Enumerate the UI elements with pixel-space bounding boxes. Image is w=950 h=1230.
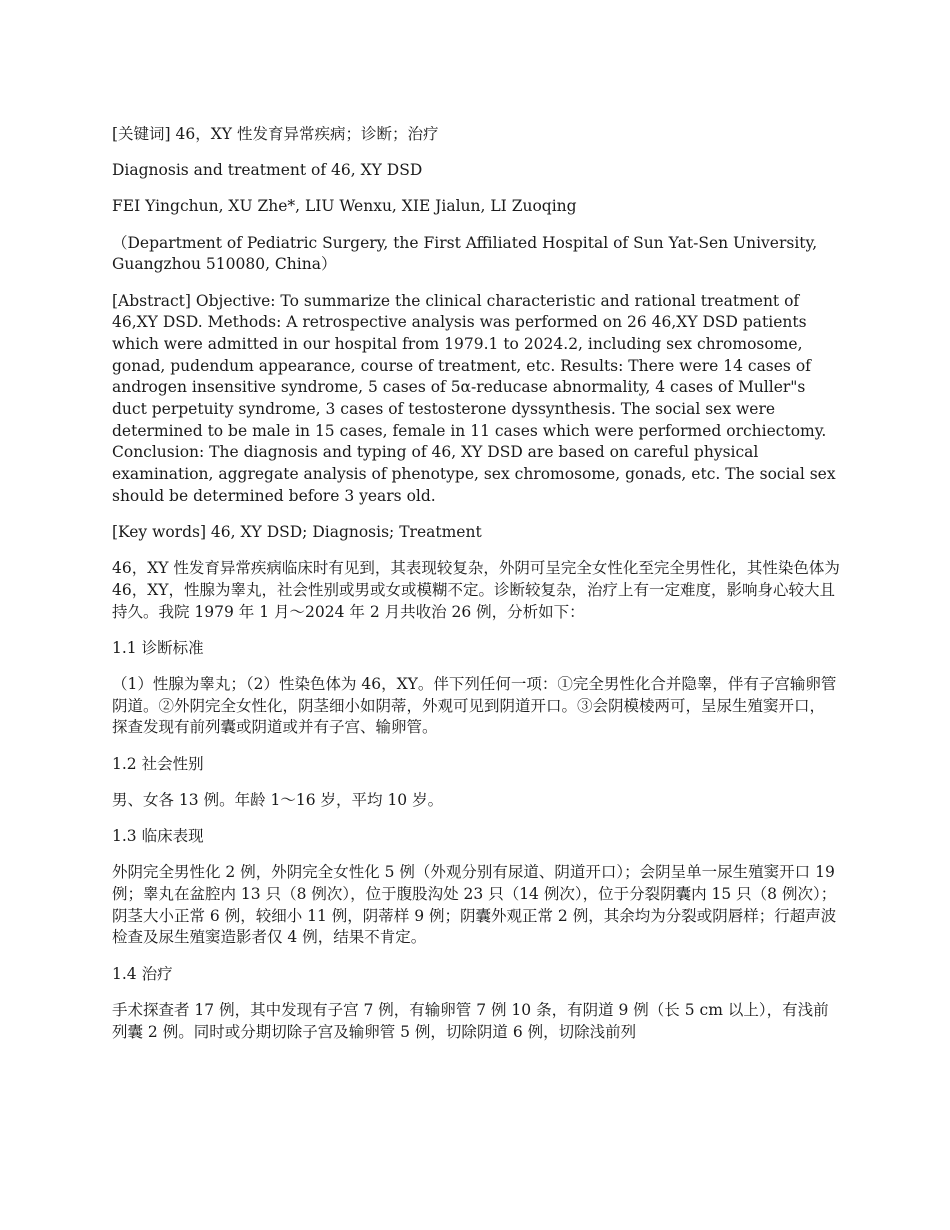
section-heading-clinical: 1.3 临床表现 bbox=[112, 827, 204, 846]
affiliation-en: （Department of Pediatric Surgery, the First Affiliated Hospital of Sun Yat-Sen University, Guangzhou 510080, China） bbox=[112, 233, 818, 274]
keywords-cn: [关键词] 46，XY 性发育异常疾病；诊断；治疗 bbox=[112, 125, 439, 143]
title-en: Diagnosis and treatment of 46, XY DSD bbox=[112, 161, 423, 180]
intro-cn: 46，XY 性发育异常疾病临床时有见到，其表现较复杂，外阴可呈完全女性化至完全男性化，其性染色体为 46，XY，性腺为睾丸，社会性别或男或女或模糊不定。诊断较复杂，治疗上有一定难度，影响身心较大且持久。我院 1979 年 1 月～2024 年 2 月共收治 26 例，分析如下： bbox=[112, 559, 840, 621]
section-body-diagnosis: （1）性腺为睾丸；（2）性染色体为 46，XY。伴下列任何一项：①完全男性化合并隐睾，伴有子宫输卵管阴道。②外阴完全女性化，阴茎细小如阴蒂，外观可见到阴道开口。③会阴模棱两可，呈尿生殖窦开口，探查发现有前列囊或阴道或并有子宫、输卵管。 bbox=[112, 675, 837, 737]
section-body-treatment: 手术探查者 17 例，其中发现有子宫 7 例，有输卵管 7 例 10 条，有阴道 9 例（长 5 cm 以上），有浅前列囊 2 例。同时或分期切除子宫及输卵管 5 例，切除阴道 6 例，切除浅前列 bbox=[112, 1000, 829, 1041]
section-body-social-sex: 男、女各 13 例。年龄 1～16 岁，平均 10 岁。 bbox=[112, 790, 444, 809]
keywords-en: [Key words] 46, XY DSD; Diagnosis; Treatment bbox=[112, 523, 482, 542]
section-heading-diagnosis: 1.1 诊断标准 bbox=[112, 638, 204, 657]
section-body-clinical: 外阴完全男性化 2 例，外阴完全女性化 5 例（外观分别有尿道、阴道开口）；会阴呈单一尿生殖窦开口 19 例；睾丸在盆腔内 13 只（8 例次），位于腹股沟处 23 只（14 例次），位于分裂阴囊内 15 只（8 例次）；阴茎大小正常 6 例，较细小 11 例，阴蒂样 9 例；阴囊外观正常 2 例，其余均为分裂或阴唇样；行超声波检查及尿生殖窦造影者仅 4 例，结果不肯定。 bbox=[112, 863, 837, 947]
authors-en: FEI Yingchun, XU Zhe*, LIU Wenxu, XIE Jialun, LI Zuoqing bbox=[112, 197, 577, 216]
abstract-en: [Abstract] Objective: To summarize the clinical characteristic and rational treatment of 46,XY DSD. Methods: A retrospective analysis was performed on 26 46,XY DSD patients which were admitted in our hospital from 1979.1 to 2024.2, including sex chromosome, gonad, pudendum appearance, course of treatment, etc. Results: There were 14 cases of androgen insensitive syndrome, 5 cases of 5α-reducase abnormality, 4 cases of Muller"s duct perpetuity syndrome, 3 cases of testosterone dyssynthesis. The social sex were determined to be male in 15 cases, female in 11 cases which were performed orchiectomy. Conclusion: The diagnosis and typing of 46, XY DSD are based on careful physical examination, aggregate analysis of phenotype, sex chromosome, gonads, etc. The social sex should be determined before 3 years old. bbox=[112, 291, 836, 505]
document-page bbox=[112, 124, 840, 1058]
section-heading-social-sex: 1.2 社会性别 bbox=[112, 754, 204, 773]
section-heading-treatment: 1.4 治疗 bbox=[112, 964, 173, 983]
